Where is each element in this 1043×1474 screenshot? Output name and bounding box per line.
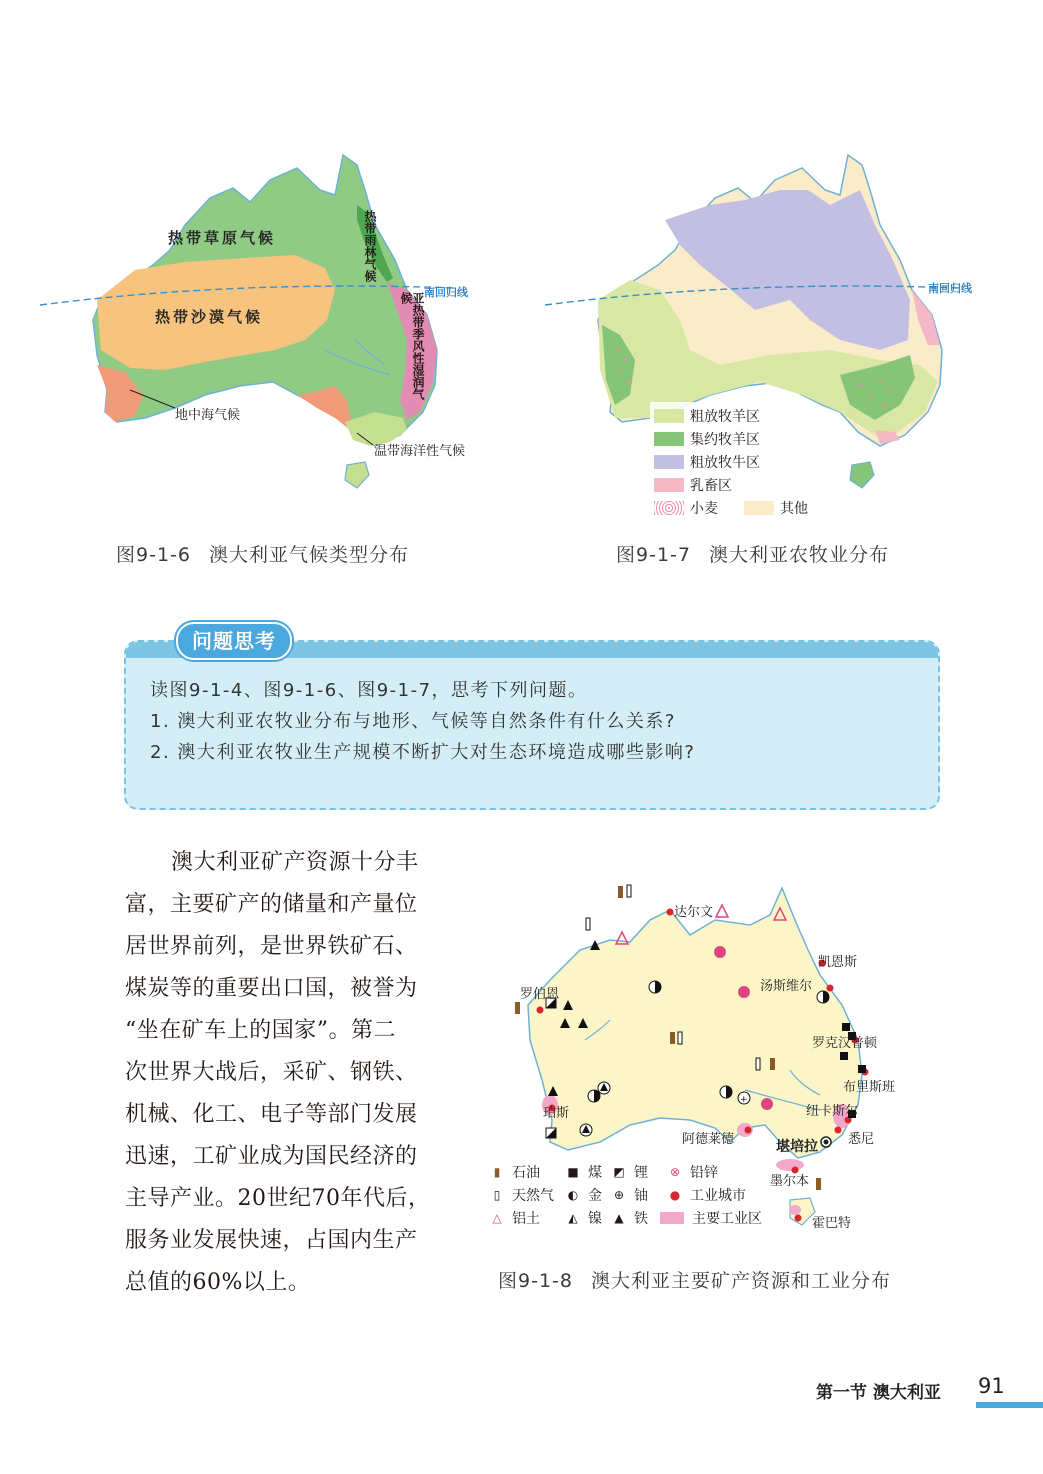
- legend-swatch: [654, 409, 684, 423]
- legend-label: 天然气: [512, 1188, 554, 1204]
- question-1: 1. 澳大利亚农牧业分布与地形、气候等自然条件有什么关系?: [150, 711, 676, 732]
- legend-label: 粗放牧羊区: [690, 409, 760, 425]
- label-tropical-desert: 热带沙漠气候: [155, 308, 264, 326]
- legend-industrial-zone: [660, 1208, 762, 1228]
- legend-item: [654, 475, 732, 495]
- question-intro: 读图9-1-4、图9-1-6、图9-1-7，思考下列问题。: [150, 680, 588, 701]
- legend-item: [744, 498, 808, 518]
- legend-swatch: [654, 478, 684, 492]
- legend-swatch: [744, 501, 774, 515]
- legend-label: 小麦: [690, 501, 718, 517]
- legend-label: 粗放牧牛区: [690, 455, 760, 471]
- lead-zinc-icon: ⊗: [669, 1165, 681, 1179]
- caption-title: 澳大利亚主要矿产资源和工业分布: [590, 1270, 891, 1292]
- iron-icon: ▲: [614, 1211, 624, 1225]
- legend-label: 其他: [780, 501, 808, 517]
- legend-oil: [490, 1162, 540, 1182]
- svg-text:+: +: [740, 1095, 748, 1105]
- city-label: 霍巴特: [812, 1216, 852, 1231]
- legend-label: 集约牧羊区: [690, 432, 760, 448]
- legend-label: 乳畜区: [690, 478, 732, 494]
- city-label: 珀斯: [543, 1106, 570, 1121]
- lithium-icon: ◩: [613, 1165, 625, 1179]
- legend-gold: [566, 1185, 602, 1205]
- body-line: 机械、化工、电子等部门发展: [125, 1102, 418, 1127]
- legend-uranium: [612, 1185, 648, 1205]
- legend-label: 工业城市: [690, 1188, 746, 1204]
- industrial-city-icon: ●: [669, 1188, 681, 1202]
- label-tropic-line-fig6: 南回归线: [424, 286, 468, 299]
- city-label: 布里斯班: [843, 1080, 896, 1095]
- city-label: 汤斯维尔: [760, 979, 813, 994]
- legend-label: 镍: [588, 1211, 602, 1227]
- agri-tasmania: [850, 462, 874, 488]
- city-label: 堪培拉: [776, 1139, 818, 1155]
- legend-item: [654, 452, 760, 472]
- legend-label: 石油: [512, 1165, 540, 1181]
- body-line: 迅速，工矿业成为国民经济的: [125, 1144, 418, 1169]
- caption-num: 图9-1-6: [116, 544, 191, 566]
- label-mediterranean: 地中海气候: [175, 408, 241, 423]
- legend-coal: [566, 1162, 602, 1182]
- label-tropic-line-fig7: 南回归线: [928, 282, 972, 295]
- gold-icon: ◐: [567, 1188, 579, 1202]
- tasmania-island: [345, 462, 369, 488]
- caption-fig-9-1-6: [116, 540, 409, 567]
- legend-swatch: [654, 501, 684, 515]
- legend-label: 锂: [634, 1165, 648, 1181]
- legend-swatch: [654, 455, 684, 469]
- legend-label: 煤: [588, 1165, 602, 1181]
- caption-title: 澳大利亚气候类型分布: [208, 544, 409, 566]
- body-line: 次世界大战后，采矿、钢铁、: [125, 1060, 418, 1085]
- legend-label: 铀: [634, 1188, 648, 1204]
- legend-bauxite: [490, 1208, 540, 1228]
- caption-num: 图9-1-7: [616, 544, 691, 566]
- coal-icon: ■: [567, 1165, 579, 1179]
- legend-item: [654, 429, 760, 449]
- nickel-icon: ◭: [568, 1211, 578, 1225]
- caption-title: 澳大利亚农牧业分布: [708, 544, 889, 566]
- legend-label: 金: [588, 1188, 602, 1204]
- bauxite-icon: △: [492, 1211, 502, 1225]
- legend-swatch: [654, 432, 684, 446]
- city-label: 悉尼: [848, 1132, 875, 1147]
- label-temperate-oceanic: 温带海洋性气候: [374, 444, 466, 459]
- body-line: 煤炭等的重要出口国，被誉为: [125, 976, 418, 1001]
- caption-fig-9-1-8: [498, 1266, 891, 1293]
- footer-accent-bar: [976, 1402, 1043, 1408]
- industrial-zone-swatch: [660, 1212, 684, 1224]
- legend-nickel: [566, 1208, 602, 1228]
- city-label: 罗伯恩: [520, 987, 560, 1002]
- body-line: 服务业发展快速，占国内生产: [125, 1228, 418, 1253]
- legend-label: 铁: [634, 1211, 648, 1227]
- legend-iron: [612, 1208, 648, 1228]
- legend-lead-zinc: [668, 1162, 718, 1182]
- body-line: 澳大利亚矿产资源十分丰: [171, 850, 419, 875]
- city-label: 纽卡斯尔: [806, 1104, 859, 1119]
- page-number: 91: [978, 1374, 1005, 1398]
- label-tropical-grassland: 热带草原气候: [168, 229, 277, 247]
- body-line: 总值的60%以上。: [125, 1270, 311, 1295]
- legend-lithium: [612, 1162, 648, 1182]
- legend-label: 铅锌: [690, 1165, 718, 1181]
- body-paragraph: [125, 842, 443, 1304]
- footer-section-title: 第一节 澳大利亚: [816, 1383, 941, 1403]
- question-2: 2. 澳大利亚农牧业生产规模不断扩大对生态环境造成哪些影响?: [150, 742, 696, 763]
- body-line: 居世界前列，是世界铁矿石、: [125, 934, 418, 959]
- legend-gas: [490, 1185, 554, 1205]
- question-tag: 问题思考: [176, 622, 292, 660]
- city-label: 达尔文: [674, 905, 714, 920]
- label-rainforest: 热带雨林气候: [363, 210, 377, 282]
- caption-fig-9-1-7: [616, 540, 889, 567]
- body-line: 富，主要矿产的储量和产量位: [125, 892, 418, 917]
- legend-item: [654, 406, 760, 426]
- label-monsoon: 亚热带季风性湿润气候: [399, 292, 425, 400]
- oil-icon: ▮: [493, 1165, 501, 1179]
- city-label: 凯恩斯: [818, 955, 858, 970]
- legend-label: 主要工业区: [692, 1211, 762, 1227]
- legend-label: 铝土: [512, 1211, 540, 1227]
- gas-icon: ▯: [493, 1188, 501, 1202]
- caption-num: 图9-1-8: [498, 1270, 573, 1292]
- city-label: 罗克汉普顿: [812, 1036, 878, 1051]
- body-line: “坐在矿车上的国家”。第二: [125, 1018, 396, 1043]
- body-line: 主导产业。20世纪70年代后，: [125, 1186, 431, 1211]
- legend-industrial-city: [668, 1185, 746, 1205]
- legend-item: [654, 498, 718, 518]
- city-label: 阿德莱德: [682, 1132, 735, 1147]
- city-label: 墨尔本: [770, 1174, 810, 1189]
- uranium-icon: ⊕: [613, 1188, 625, 1202]
